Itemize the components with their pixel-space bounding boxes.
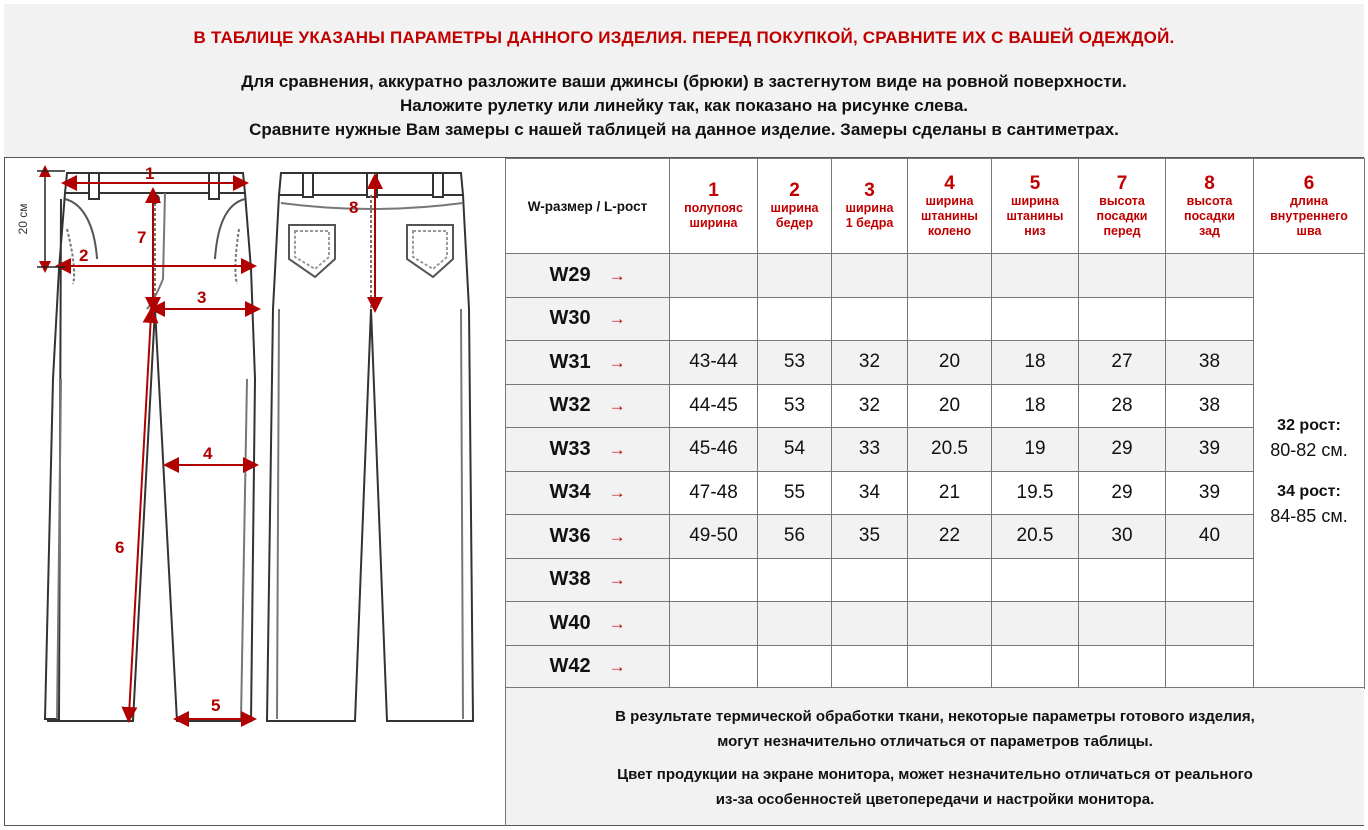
- arrow-right-icon: →: [608, 570, 626, 590]
- value-cell: 18: [992, 384, 1079, 428]
- value-cell: 20.5: [908, 428, 992, 472]
- col-header: 7 высота посадки перед: [1079, 159, 1166, 254]
- value-cell: [670, 645, 758, 689]
- value-cell: 30: [1079, 515, 1166, 559]
- value-cell: 49-50: [670, 515, 758, 559]
- arrow-right-icon: →: [608, 439, 626, 459]
- marker-3: 3: [197, 288, 207, 307]
- height-ruler-label: 20 см: [16, 203, 30, 235]
- size-label: W32: [549, 394, 591, 417]
- value-cell: 53: [758, 341, 832, 385]
- marker-4: 4: [203, 444, 213, 463]
- table-row: [506, 428, 1365, 472]
- size-header: W-размер / L-рост: [506, 159, 670, 254]
- value-cell: [1166, 645, 1254, 689]
- size-label: W31: [549, 350, 591, 373]
- marker-7: 7: [137, 228, 147, 247]
- value-cell: [1166, 602, 1254, 646]
- value-cell: [758, 602, 832, 646]
- value-cell: [1166, 254, 1254, 298]
- value-cell: 45-46: [670, 428, 758, 472]
- table-row: [506, 254, 1365, 298]
- value-cell: [670, 558, 758, 602]
- size-cell: [506, 428, 670, 472]
- col-header: 4 ширина штанины колено: [908, 159, 992, 254]
- value-cell: 43-44: [670, 341, 758, 385]
- size-label: W33: [549, 437, 591, 460]
- value-cell: 29: [1079, 428, 1166, 472]
- measurement-lines: [63, 181, 375, 719]
- size-cell: [506, 515, 670, 559]
- col-header: 2 ширина бедер: [758, 159, 832, 254]
- value-cell: 47-48: [670, 471, 758, 515]
- disclaimer-footer: [505, 687, 1364, 825]
- front-view: [45, 173, 255, 721]
- table-row: [506, 602, 1365, 646]
- value-cell: [992, 558, 1079, 602]
- marker-2: 2: [79, 246, 89, 265]
- arrow-right-icon: →: [608, 657, 626, 677]
- value-cell: 39: [1166, 428, 1254, 472]
- arrow-right-icon: →: [608, 309, 626, 329]
- marker-6: 6: [115, 538, 125, 557]
- jeans-sketch: [5, 159, 505, 825]
- disclaimer-line-1: В результате термической обработки ткани, некоторые параметры готового изделия,: [615, 708, 1255, 725]
- size-label: W40: [549, 611, 591, 634]
- value-cell: [832, 254, 908, 298]
- value-cell: 39: [1166, 471, 1254, 515]
- value-cell: 56: [758, 515, 832, 559]
- arrow-right-icon: →: [608, 613, 626, 633]
- value-cell: 38: [1166, 341, 1254, 385]
- size-cell: [506, 384, 670, 428]
- size-label: W30: [549, 307, 591, 330]
- value-cell: [992, 602, 1079, 646]
- value-cell: 44-45: [670, 384, 758, 428]
- instruction-line-2: Наложите рулетку или линейку так, как показано на рисунке слева.: [399, 96, 969, 115]
- inseam-v34: 84-85 см.: [1270, 506, 1348, 526]
- instructions-header: [4, 4, 1364, 158]
- size-table-body: [506, 254, 1365, 689]
- value-cell: [1079, 645, 1166, 689]
- value-cell: [832, 558, 908, 602]
- arrow-right-icon: →: [608, 265, 626, 285]
- header-row: [506, 159, 1365, 254]
- value-cell: [670, 297, 758, 341]
- value-cell: [1079, 558, 1166, 602]
- table-row: [506, 384, 1365, 428]
- value-cell: [758, 254, 832, 298]
- value-cell: 21: [908, 471, 992, 515]
- value-cell: 35: [832, 515, 908, 559]
- instruction-line-1: Для сравнения, аккуратно разложите ваши джинсы (брюки) в застегнутом виде на ровной поверхности.: [241, 72, 1127, 91]
- value-cell: [832, 645, 908, 689]
- size-cell: [506, 558, 670, 602]
- table-row: [506, 471, 1365, 515]
- value-cell: [908, 297, 992, 341]
- value-cell: [758, 558, 832, 602]
- value-cell: [908, 558, 992, 602]
- value-cell: [1079, 254, 1166, 298]
- value-cell: [1166, 558, 1254, 602]
- arrow-right-icon: →: [608, 526, 626, 546]
- table-row: [506, 515, 1365, 559]
- arrow-right-icon: →: [608, 352, 626, 372]
- value-cell: 53: [758, 384, 832, 428]
- value-cell: 28: [1079, 384, 1166, 428]
- inseam-cell: [1254, 254, 1365, 689]
- size-label: W34: [549, 481, 591, 504]
- value-cell: 18: [992, 341, 1079, 385]
- value-cell: [1079, 602, 1166, 646]
- value-cell: 29: [1079, 471, 1166, 515]
- value-cell: 40: [1166, 515, 1254, 559]
- value-cell: 55: [758, 471, 832, 515]
- size-cell: [506, 471, 670, 515]
- value-cell: [992, 645, 1079, 689]
- value-cell: 32: [832, 384, 908, 428]
- inseam-h34: 34 рост:: [1277, 483, 1341, 500]
- value-cell: [1079, 297, 1166, 341]
- jeans-measurement-diagram: [5, 159, 505, 825]
- value-cell: [832, 297, 908, 341]
- col-header: 3 ширина 1 бедра: [832, 159, 908, 254]
- value-cell: [908, 254, 992, 298]
- inseam-v32: 80-82 см.: [1270, 440, 1348, 460]
- value-cell: 54: [758, 428, 832, 472]
- value-cell: 20: [908, 341, 992, 385]
- value-cell: [908, 602, 992, 646]
- warning-text: В ТАБЛИЦЕ УКАЗАНЫ ПАРАМЕТРЫ ДАННОГО ИЗДЕЛИЯ. ПЕРЕД ПОКУПКОЙ, СРАВНИТЕ ИХ С ВАШЕЙ ОДЕЖДОЙ.: [193, 28, 1175, 47]
- value-cell: 33: [832, 428, 908, 472]
- marker-5: 5: [211, 696, 221, 715]
- col-header: 6 длина внутреннего шва: [1254, 159, 1365, 254]
- value-cell: 34: [832, 471, 908, 515]
- table-row: [506, 341, 1365, 385]
- value-cell: 19: [992, 428, 1079, 472]
- back-view: [267, 173, 473, 721]
- table-row: [506, 558, 1365, 602]
- value-cell: [758, 645, 832, 689]
- value-cell: 20: [908, 384, 992, 428]
- size-cell: [506, 602, 670, 646]
- marker-labels: [79, 164, 358, 715]
- value-cell: 32: [832, 341, 908, 385]
- size-label: W42: [549, 655, 591, 678]
- size-cell: [506, 645, 670, 689]
- size-table-container: [505, 158, 1364, 688]
- value-cell: [670, 254, 758, 298]
- value-cell: [992, 254, 1079, 298]
- col-header: 5 ширина штанины низ: [992, 159, 1079, 254]
- disclaimer-line-3: Цвет продукции на экране монитора, может незначительно отличаться от реального: [617, 766, 1253, 783]
- value-cell: 20.5: [992, 515, 1079, 559]
- disclaimer-line-4: из-за особенностей цветопередачи и настройки монитора.: [715, 791, 1155, 808]
- value-cell: [992, 297, 1079, 341]
- arrow-right-icon: →: [608, 396, 626, 416]
- col-header: 8 высота посадки зад: [1166, 159, 1254, 254]
- inseam-h32: 32 рост:: [1277, 417, 1341, 434]
- size-cell: [506, 297, 670, 341]
- disclaimer-line-2: могут незначительно отличаться от параметров таблицы.: [717, 733, 1153, 750]
- value-cell: 19.5: [992, 471, 1079, 515]
- size-cell: [506, 341, 670, 385]
- size-cell: [506, 254, 670, 298]
- col-header: 1 полупояс ширина: [670, 159, 758, 254]
- value-cell: [758, 297, 832, 341]
- value-cell: [832, 602, 908, 646]
- size-label: W29: [549, 263, 591, 286]
- value-cell: [1166, 297, 1254, 341]
- marker-8: 8: [349, 198, 359, 217]
- value-cell: [670, 602, 758, 646]
- value-cell: 22: [908, 515, 992, 559]
- size-table: [505, 158, 1365, 689]
- value-cell: [908, 645, 992, 689]
- marker-1: 1: [145, 164, 155, 183]
- value-cell: 38: [1166, 384, 1254, 428]
- size-label: W38: [549, 568, 591, 591]
- size-label: W36: [549, 524, 591, 547]
- table-row: [506, 297, 1365, 341]
- instruction-line-3: Сравните нужные Вам замеры с нашей таблицей на данное изделие. Замеры сделаны в сантиметрах.: [249, 120, 1119, 139]
- value-cell: 27: [1079, 341, 1166, 385]
- table-row: [506, 645, 1365, 689]
- arrow-right-icon: →: [608, 483, 626, 503]
